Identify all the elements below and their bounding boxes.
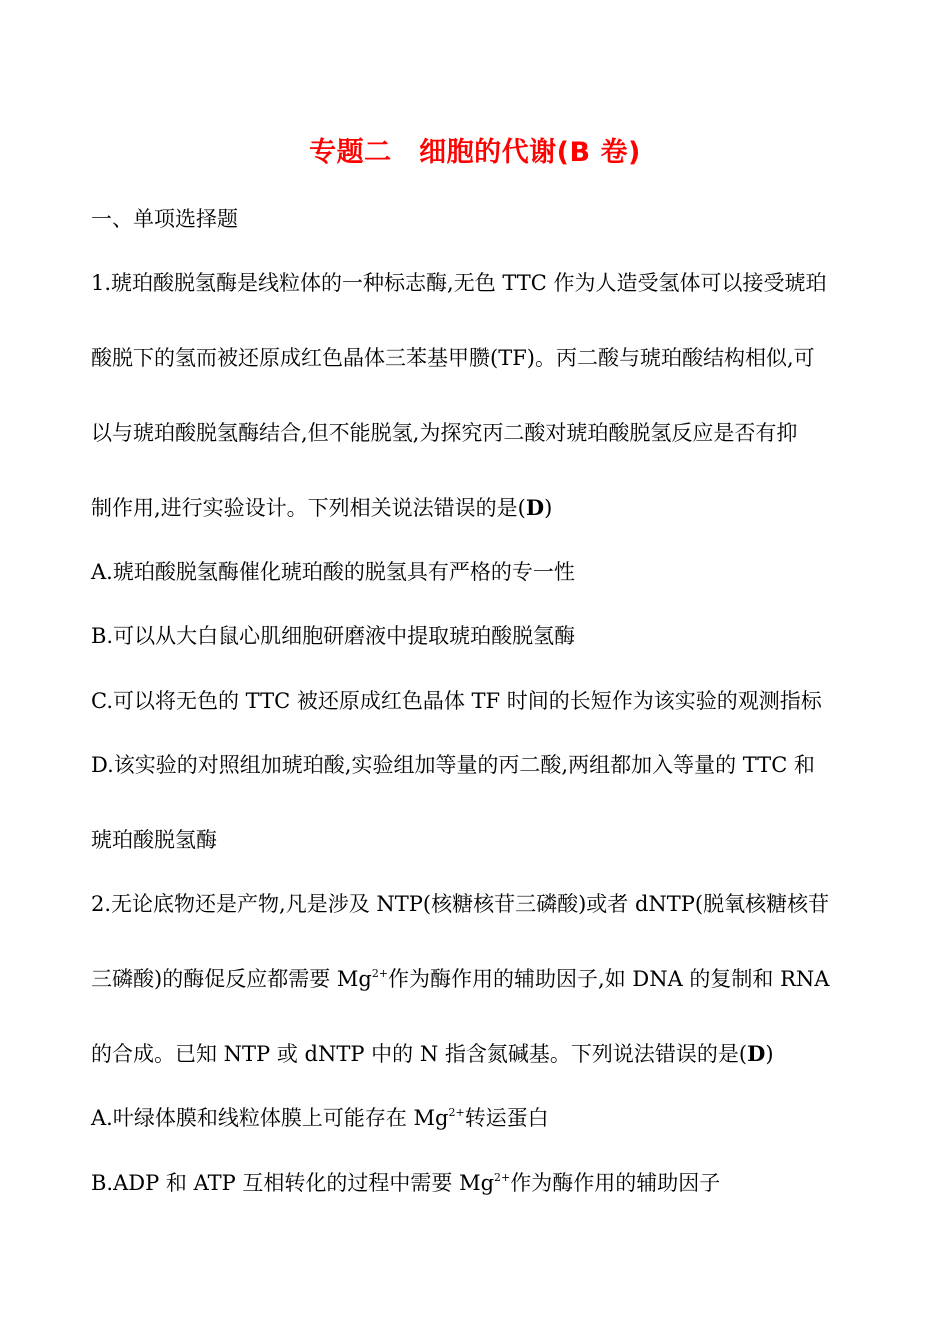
q2-option-a bbox=[91, 1104, 549, 1132]
q2-stem-text-cont: 作为酶作用的辅助因子,如 DNA 的复制和 RNA bbox=[388, 967, 830, 991]
q2-option-b bbox=[91, 1169, 720, 1197]
q1-stem-line-3: 以与琥珀酸脱氢酶结合,但不能脱氢,为探究丙二酸对琥珀酸脱氢反应是否有抑 bbox=[91, 421, 798, 445]
section-heading: 一、单项选择题 bbox=[91, 207, 238, 231]
q1-stem-text: 制作用,进行实验设计。下列相关说法错误的是( bbox=[91, 496, 526, 520]
q2-superscript: 2+ bbox=[371, 967, 389, 980]
q1-option-b: B.可以从大白鼠心肌细胞研磨液中提取琥珀酸脱氢酶 bbox=[91, 624, 576, 648]
q2-stem-close: ) bbox=[765, 1042, 774, 1066]
q1-answer: D bbox=[525, 495, 545, 520]
q2-option-b-superscript: 2+ bbox=[494, 1171, 511, 1184]
q2-option-b-text-cont: 作为酶作用的辅助因子 bbox=[510, 1171, 721, 1195]
q2-stem-line-3 bbox=[91, 1040, 774, 1068]
q1-stem-line-1: 1.琥珀酸脱氢酶是线粒体的一种标志酶,无色 TTC 作为人造受氢体可以接受琥珀 bbox=[91, 271, 827, 295]
q2-stem-text: 的合成。已知 NTP 或 dNTP 中的 N 指含氮碱基。下列说法错误的是( bbox=[91, 1042, 748, 1066]
q2-option-b-text: B.ADP 和 ATP 互相转化的过程中需要 Mg bbox=[91, 1171, 495, 1195]
q2-stem-line-1: 2.无论底物还是产物,凡是涉及 NTP(核糖核苷三磷酸)或者 dNTP(脱氧核糖核苷 bbox=[91, 892, 830, 916]
q1-option-a: A.琥珀酸脱氢酶催化琥珀酸的脱氢具有严格的专一性 bbox=[91, 560, 575, 584]
q1-option-d-line-1: D.该实验的对照组加琥珀酸,实验组加等量的丙二酸,两组都加入等量的 TTC 和 bbox=[91, 753, 815, 777]
q1-stem-line-2: 酸脱下的氢而被还原成红色晶体三苯基甲臜(TF)。丙二酸与琥珀酸结构相似,可 bbox=[91, 346, 815, 370]
q2-stem-line-2 bbox=[91, 965, 829, 993]
q1-option-c: C.可以将无色的 TTC 被还原成红色晶体 TF 时间的长短作为该实验的观测指标 bbox=[91, 689, 822, 713]
page-title: 专题二 细胞的代谢(B 卷) bbox=[309, 137, 641, 168]
q1-stem-close: ) bbox=[544, 496, 553, 520]
q2-option-a-text: A.叶绿体膜和线粒体膜上可能存在 Mg bbox=[91, 1106, 449, 1130]
q1-stem-line-4 bbox=[91, 494, 552, 522]
q2-option-a-superscript: 2+ bbox=[448, 1106, 465, 1119]
q2-answer: D bbox=[747, 1041, 766, 1066]
q2-option-a-text-cont: 转运蛋白 bbox=[464, 1106, 549, 1130]
q2-stem-text: 三磷酸)的酶促反应都需要 Mg bbox=[91, 967, 372, 991]
q1-option-d-line-2: 琥珀酸脱氢酶 bbox=[91, 828, 217, 852]
